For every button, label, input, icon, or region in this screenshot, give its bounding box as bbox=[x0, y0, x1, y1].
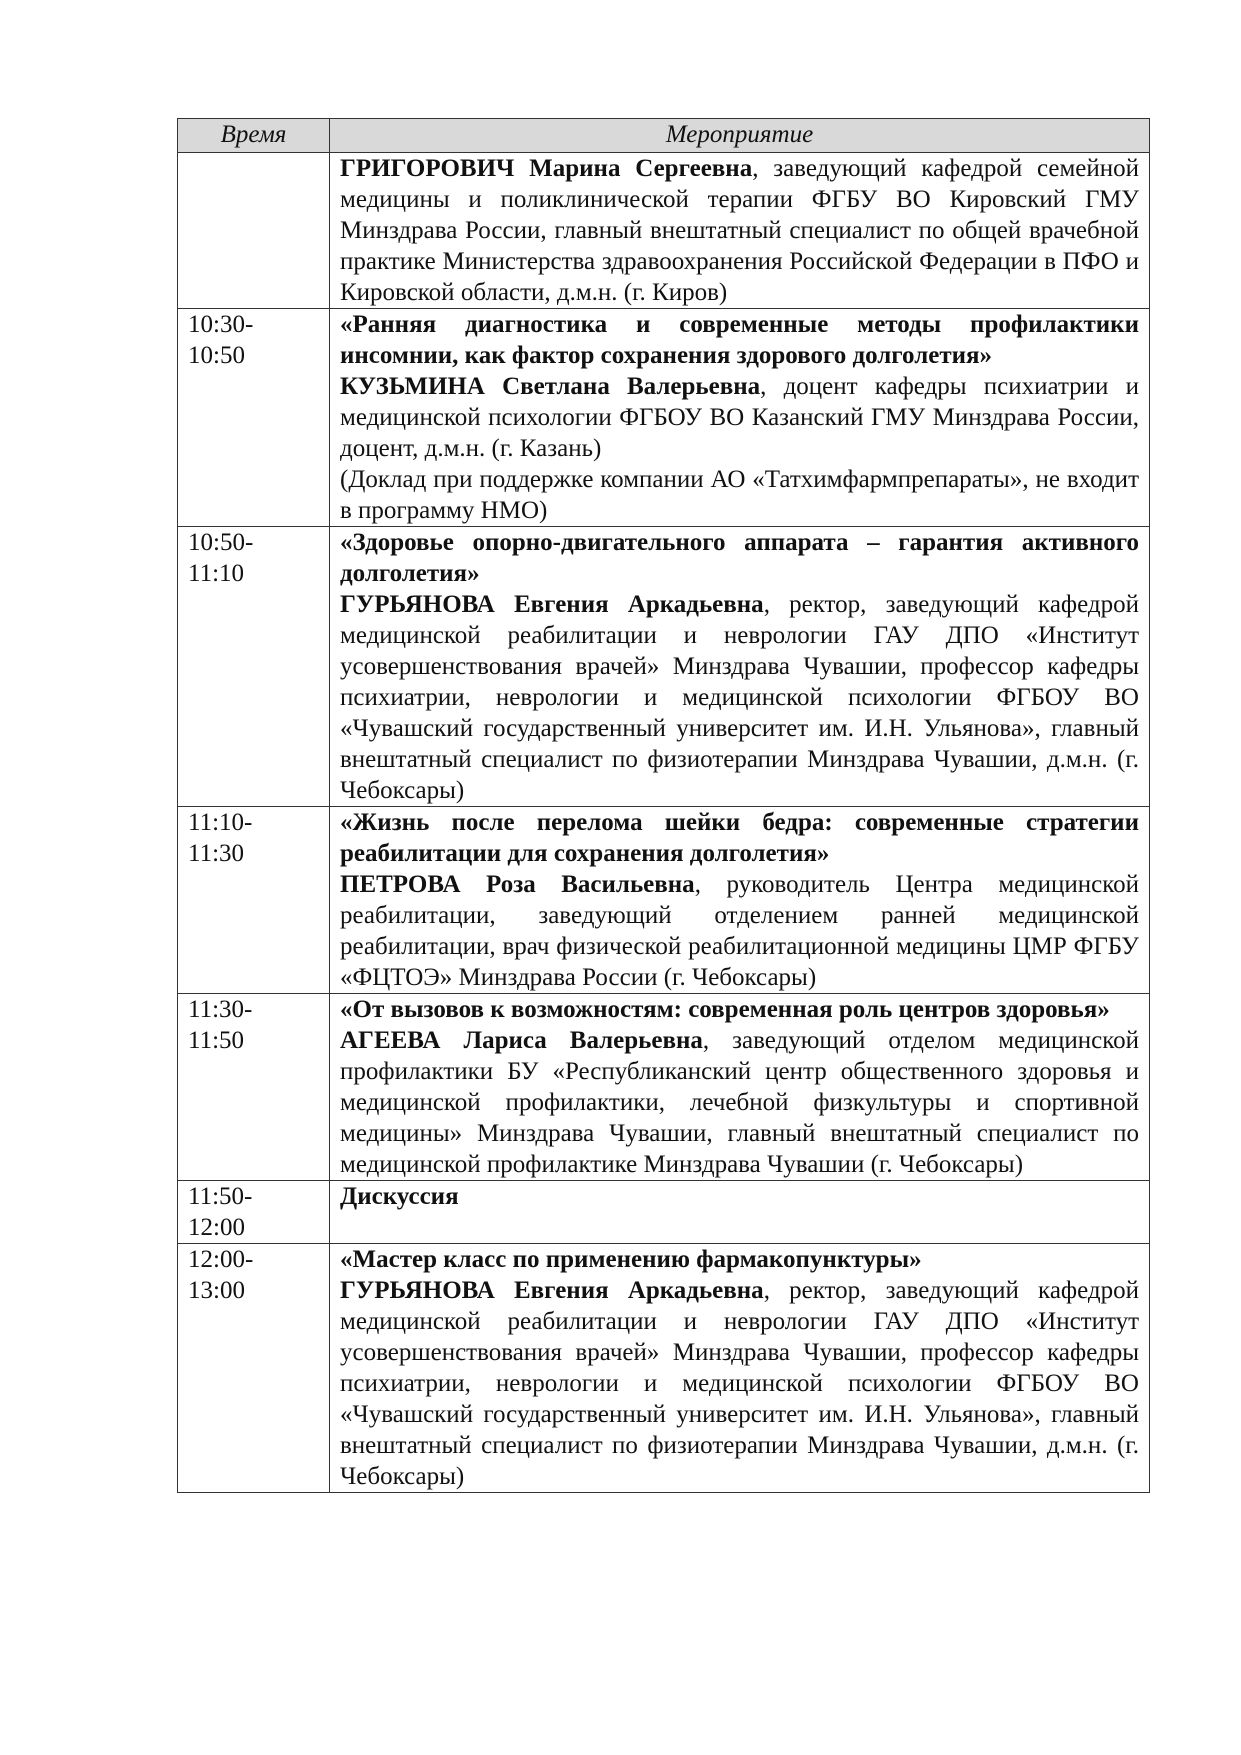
speaker-name: АГЕЕВА Лариса Валерьевна bbox=[340, 1027, 703, 1054]
time-cell bbox=[178, 1244, 330, 1493]
time-cell bbox=[178, 994, 330, 1181]
speaker-name: ГРИГОРОВИЧ Марина Сергеевна bbox=[340, 155, 753, 182]
time-start: 10:30- bbox=[188, 311, 254, 338]
time-end: 12:00 bbox=[188, 1214, 245, 1241]
event-cell bbox=[330, 807, 1150, 994]
talk-note: (Доклад при поддержке компании АО «Татхимфармпрепараты», не входит в программу НМО) bbox=[340, 466, 1139, 524]
speaker-description: , заведующий отделом медицинской профилактики БУ «Республиканский центр общественного здоровья и медицинской профилактики, лечебной физкультуры и спортивной медицины» Минздрава Чувашии, главный внештатный специалист по медицинской профилактике Минздрава Чувашии (г. Чебоксары) bbox=[340, 1027, 1139, 1178]
time-start: 11:50- bbox=[188, 1183, 253, 1210]
time-end: 11:30 bbox=[188, 840, 245, 867]
time-end: 11:50 bbox=[188, 1027, 245, 1054]
speaker-description: , ректор, заведующий кафедрой медицинской реабилитации и неврологии ГАУ ДПО «Институт усовершенствования врачей» Минздрава Чувашии, профессор кафедры психиатрии, неврологии и медицинской психологии ФГБОУ ВО «Чувашский государственный университет им. И.Н. Ульянова», главный внештатный специалист по физиотерапии Минздрава Чувашии, д.м.н. (г. Чебоксары) bbox=[340, 591, 1139, 804]
header-event: Мероприятие bbox=[330, 119, 1150, 153]
header-time: Время bbox=[178, 119, 330, 153]
speaker-description: , доцент кафедры психиатрии и медицинской психологии ФГБОУ ВО Казанский ГМУ Минздрава России, доцент, д.м.н. (г. Казань) bbox=[340, 373, 1139, 462]
table-row bbox=[178, 1181, 1150, 1244]
speaker-name: ГУРЬЯНОВА Евгения Аркадьевна bbox=[340, 1277, 764, 1304]
table-row bbox=[178, 1244, 1150, 1493]
time-start: 11:30- bbox=[188, 996, 253, 1023]
event-cell bbox=[330, 994, 1150, 1181]
time-end: 13:00 bbox=[188, 1277, 245, 1304]
time-end: 10:50 bbox=[188, 342, 245, 369]
table-row bbox=[178, 527, 1150, 807]
event-cell bbox=[330, 1181, 1150, 1244]
discussion-title: Дискуссия bbox=[340, 1183, 459, 1210]
talk-title: «Здоровье опорно-двигательного аппарата – гарантия активного долголетия» bbox=[340, 529, 1139, 587]
time-cell bbox=[178, 153, 330, 309]
table-row bbox=[178, 153, 1150, 309]
table-row bbox=[178, 807, 1150, 994]
time-start: 12:00- bbox=[188, 1246, 254, 1273]
event-cell bbox=[330, 153, 1150, 309]
time-start: 11:10- bbox=[188, 809, 253, 836]
time-cell bbox=[178, 807, 330, 994]
talk-title: «Мастер класс по применению фармакопунктуры» bbox=[340, 1246, 922, 1273]
time-start: 10:50- bbox=[188, 529, 254, 556]
time-cell bbox=[178, 309, 330, 527]
table-row bbox=[178, 994, 1150, 1181]
time-end: 11:10 bbox=[188, 560, 245, 587]
event-cell bbox=[330, 527, 1150, 807]
talk-title: «От вызовов к возможностям: современная роль центров здоровья» bbox=[340, 996, 1110, 1023]
speaker-description: , заведующий кафедрой семейной медицины и поликлинической терапии ФГБУ ВО Кировский ГМУ Минздрава России, главный внештатный специалист по общей врачебной практике Министерства здравоохранения Российской Федерации в ПФО и Кировской области, д.м.н. (г. Киров) bbox=[340, 155, 1140, 306]
speaker-name: ГУРЬЯНОВА Евгения Аркадьевна bbox=[340, 591, 764, 618]
time-cell bbox=[178, 527, 330, 807]
event-cell bbox=[330, 309, 1150, 527]
event-cell bbox=[330, 1244, 1150, 1493]
table-row bbox=[178, 309, 1150, 527]
time-cell bbox=[178, 1181, 330, 1244]
speaker-name: КУЗЬМИНА Светлана Валерьевна bbox=[340, 373, 761, 400]
speaker-description: , ректор, заведующий кафедрой медицинской реабилитации и неврологии ГАУ ДПО «Институт усовершенствования врачей» Минздрава Чувашии, профессор кафедры психиатрии, неврологии и медицинской психологии ФГБОУ ВО «Чувашский государственный университет им. И.Н. Ульянова», главный внештатный специалист по физиотерапии Минздрава Чувашии, д.м.н. (г. Чебоксары) bbox=[340, 1277, 1139, 1490]
talk-title: «Жизнь после перелома шейки бедра: современные стратегии реабилитации для сохранения долголетия» bbox=[340, 809, 1139, 867]
speaker-name: ПЕТРОВА Роза Васильевна bbox=[340, 871, 695, 898]
table-header-row bbox=[178, 119, 1150, 153]
speaker-description: , руководитель Центра медицинской реабилитации, заведующий отделением ранней медицинской реабилитации, врач физической реабилитационной медицины ЦМР ФГБУ «ФЦТОЭ» Минздрава России (г. Чебоксары) bbox=[340, 871, 1139, 991]
program-table bbox=[177, 118, 1150, 1493]
talk-title: «Ранняя диагностика и современные методы профилактики инсомнии, как фактор сохранения здорового долголетия» bbox=[340, 311, 1139, 369]
